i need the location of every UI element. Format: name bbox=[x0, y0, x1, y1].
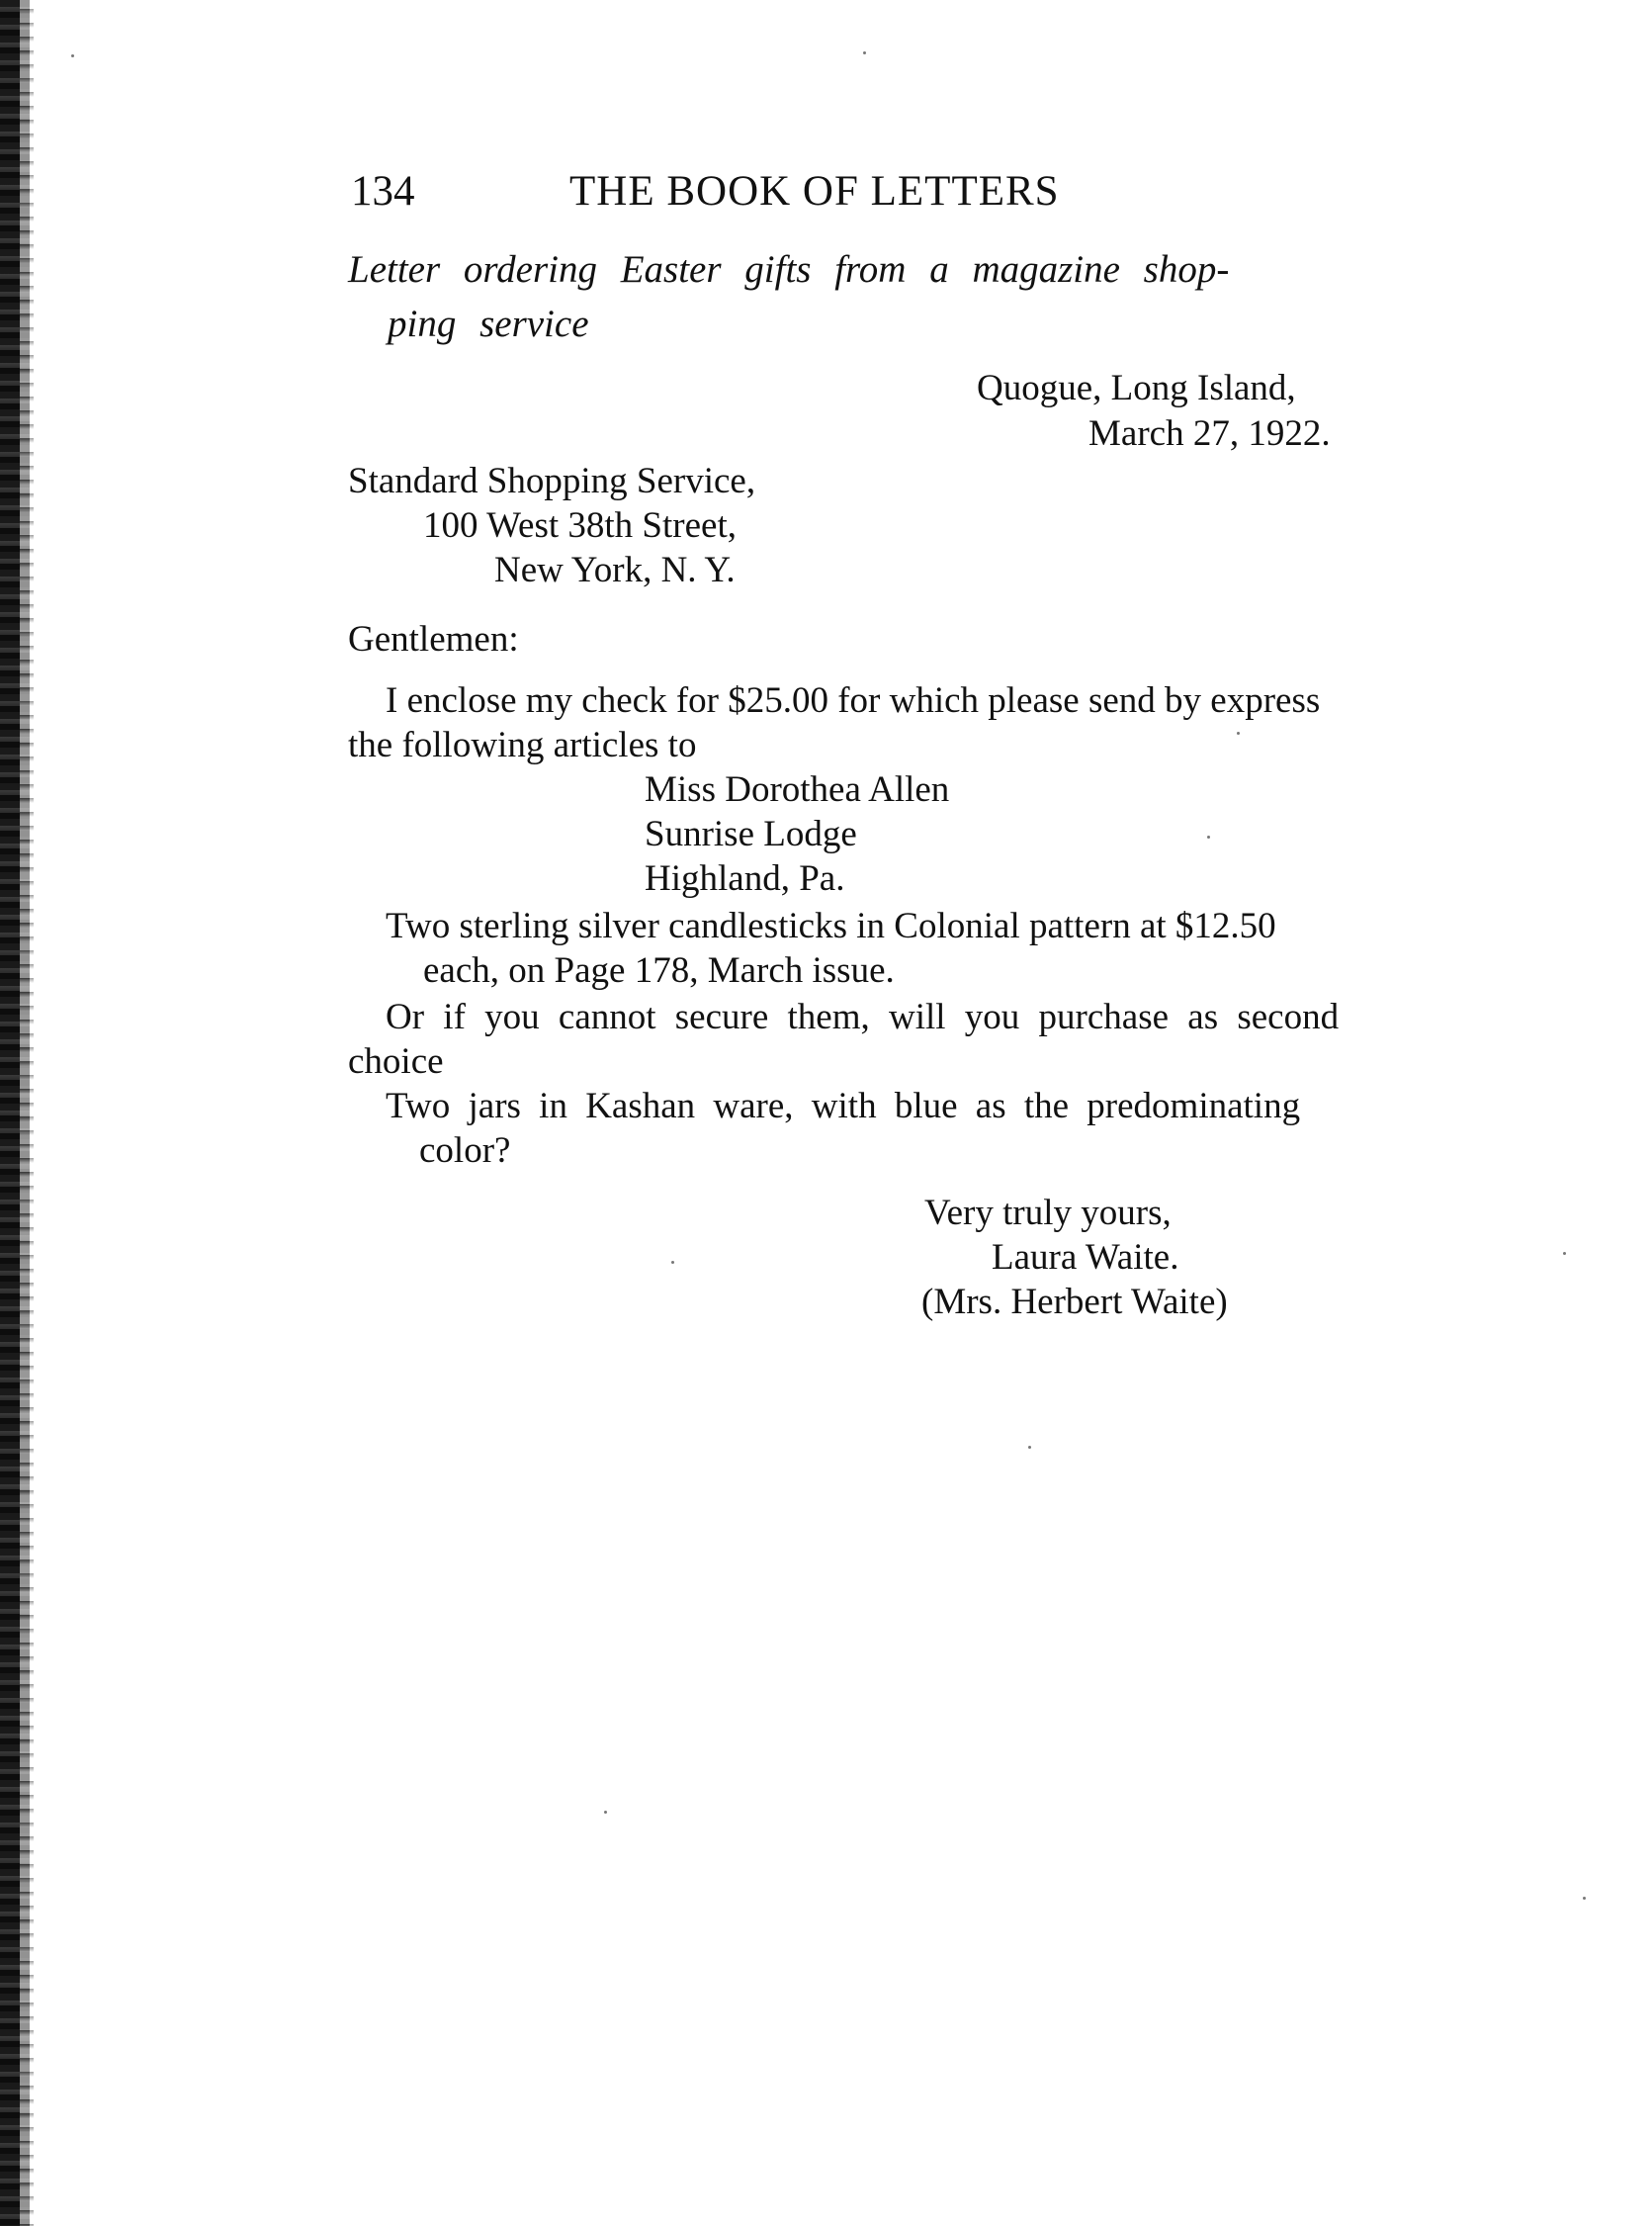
scan-speck bbox=[71, 54, 74, 57]
choice-line-2: choice bbox=[348, 1041, 444, 1082]
item2-line-1: Two jars in Kashan ware, with blue as the predominating bbox=[386, 1086, 1301, 1126]
recipient-city: New York, N. Y. bbox=[494, 550, 736, 590]
ship-to-name: Miss Dorothea Allen bbox=[645, 769, 950, 810]
scan-speck bbox=[1583, 1897, 1586, 1900]
body-line-2: the following articles to bbox=[348, 725, 697, 765]
item2-line-2: color? bbox=[419, 1130, 511, 1171]
letter-date: March 27, 1922. bbox=[1088, 413, 1331, 454]
item1-line-1: Two sterling silver candlesticks in Colonial pattern at $12.50 bbox=[386, 906, 1276, 946]
item1-line-2: each, on Page 178, March issue. bbox=[423, 950, 895, 991]
scan-speck bbox=[863, 51, 866, 54]
ship-to-lodge: Sunrise Lodge bbox=[645, 814, 857, 854]
ship-to-town: Highland, Pa. bbox=[645, 858, 845, 899]
running-title: THE BOOK OF LETTERS bbox=[569, 168, 1060, 215]
scanned-binding-edge bbox=[0, 0, 30, 2226]
recipient-name: Standard Shopping Service, bbox=[348, 461, 756, 501]
scan-speck bbox=[604, 1811, 607, 1814]
body-line-1: I enclose my check for $25.00 for which please send by express bbox=[386, 680, 1321, 721]
scan-speck bbox=[1207, 836, 1210, 839]
closing: Very truly yours, bbox=[924, 1193, 1172, 1233]
sender-place: Quogue, Long Island, bbox=[977, 368, 1296, 408]
scan-speck bbox=[671, 1261, 674, 1264]
recipient-street: 100 West 38th Street, bbox=[423, 505, 737, 546]
scan-speck bbox=[1237, 732, 1240, 735]
letter-heading-line-2: ping service bbox=[388, 303, 589, 345]
page-number: 134 bbox=[351, 168, 415, 215]
salutation: Gentlemen: bbox=[348, 619, 519, 660]
scan-speck bbox=[1563, 1252, 1566, 1255]
signature-name: Laura Waite. bbox=[992, 1237, 1179, 1278]
letter-heading-line-1: Letter ordering Easter gifts from a magazine shop- bbox=[348, 248, 1230, 291]
choice-line-1: Or if you cannot secure them, will you purchase as second bbox=[386, 997, 1340, 1037]
scan-speck bbox=[1028, 1446, 1031, 1449]
signature-formal-name: (Mrs. Herbert Waite) bbox=[921, 1282, 1228, 1322]
